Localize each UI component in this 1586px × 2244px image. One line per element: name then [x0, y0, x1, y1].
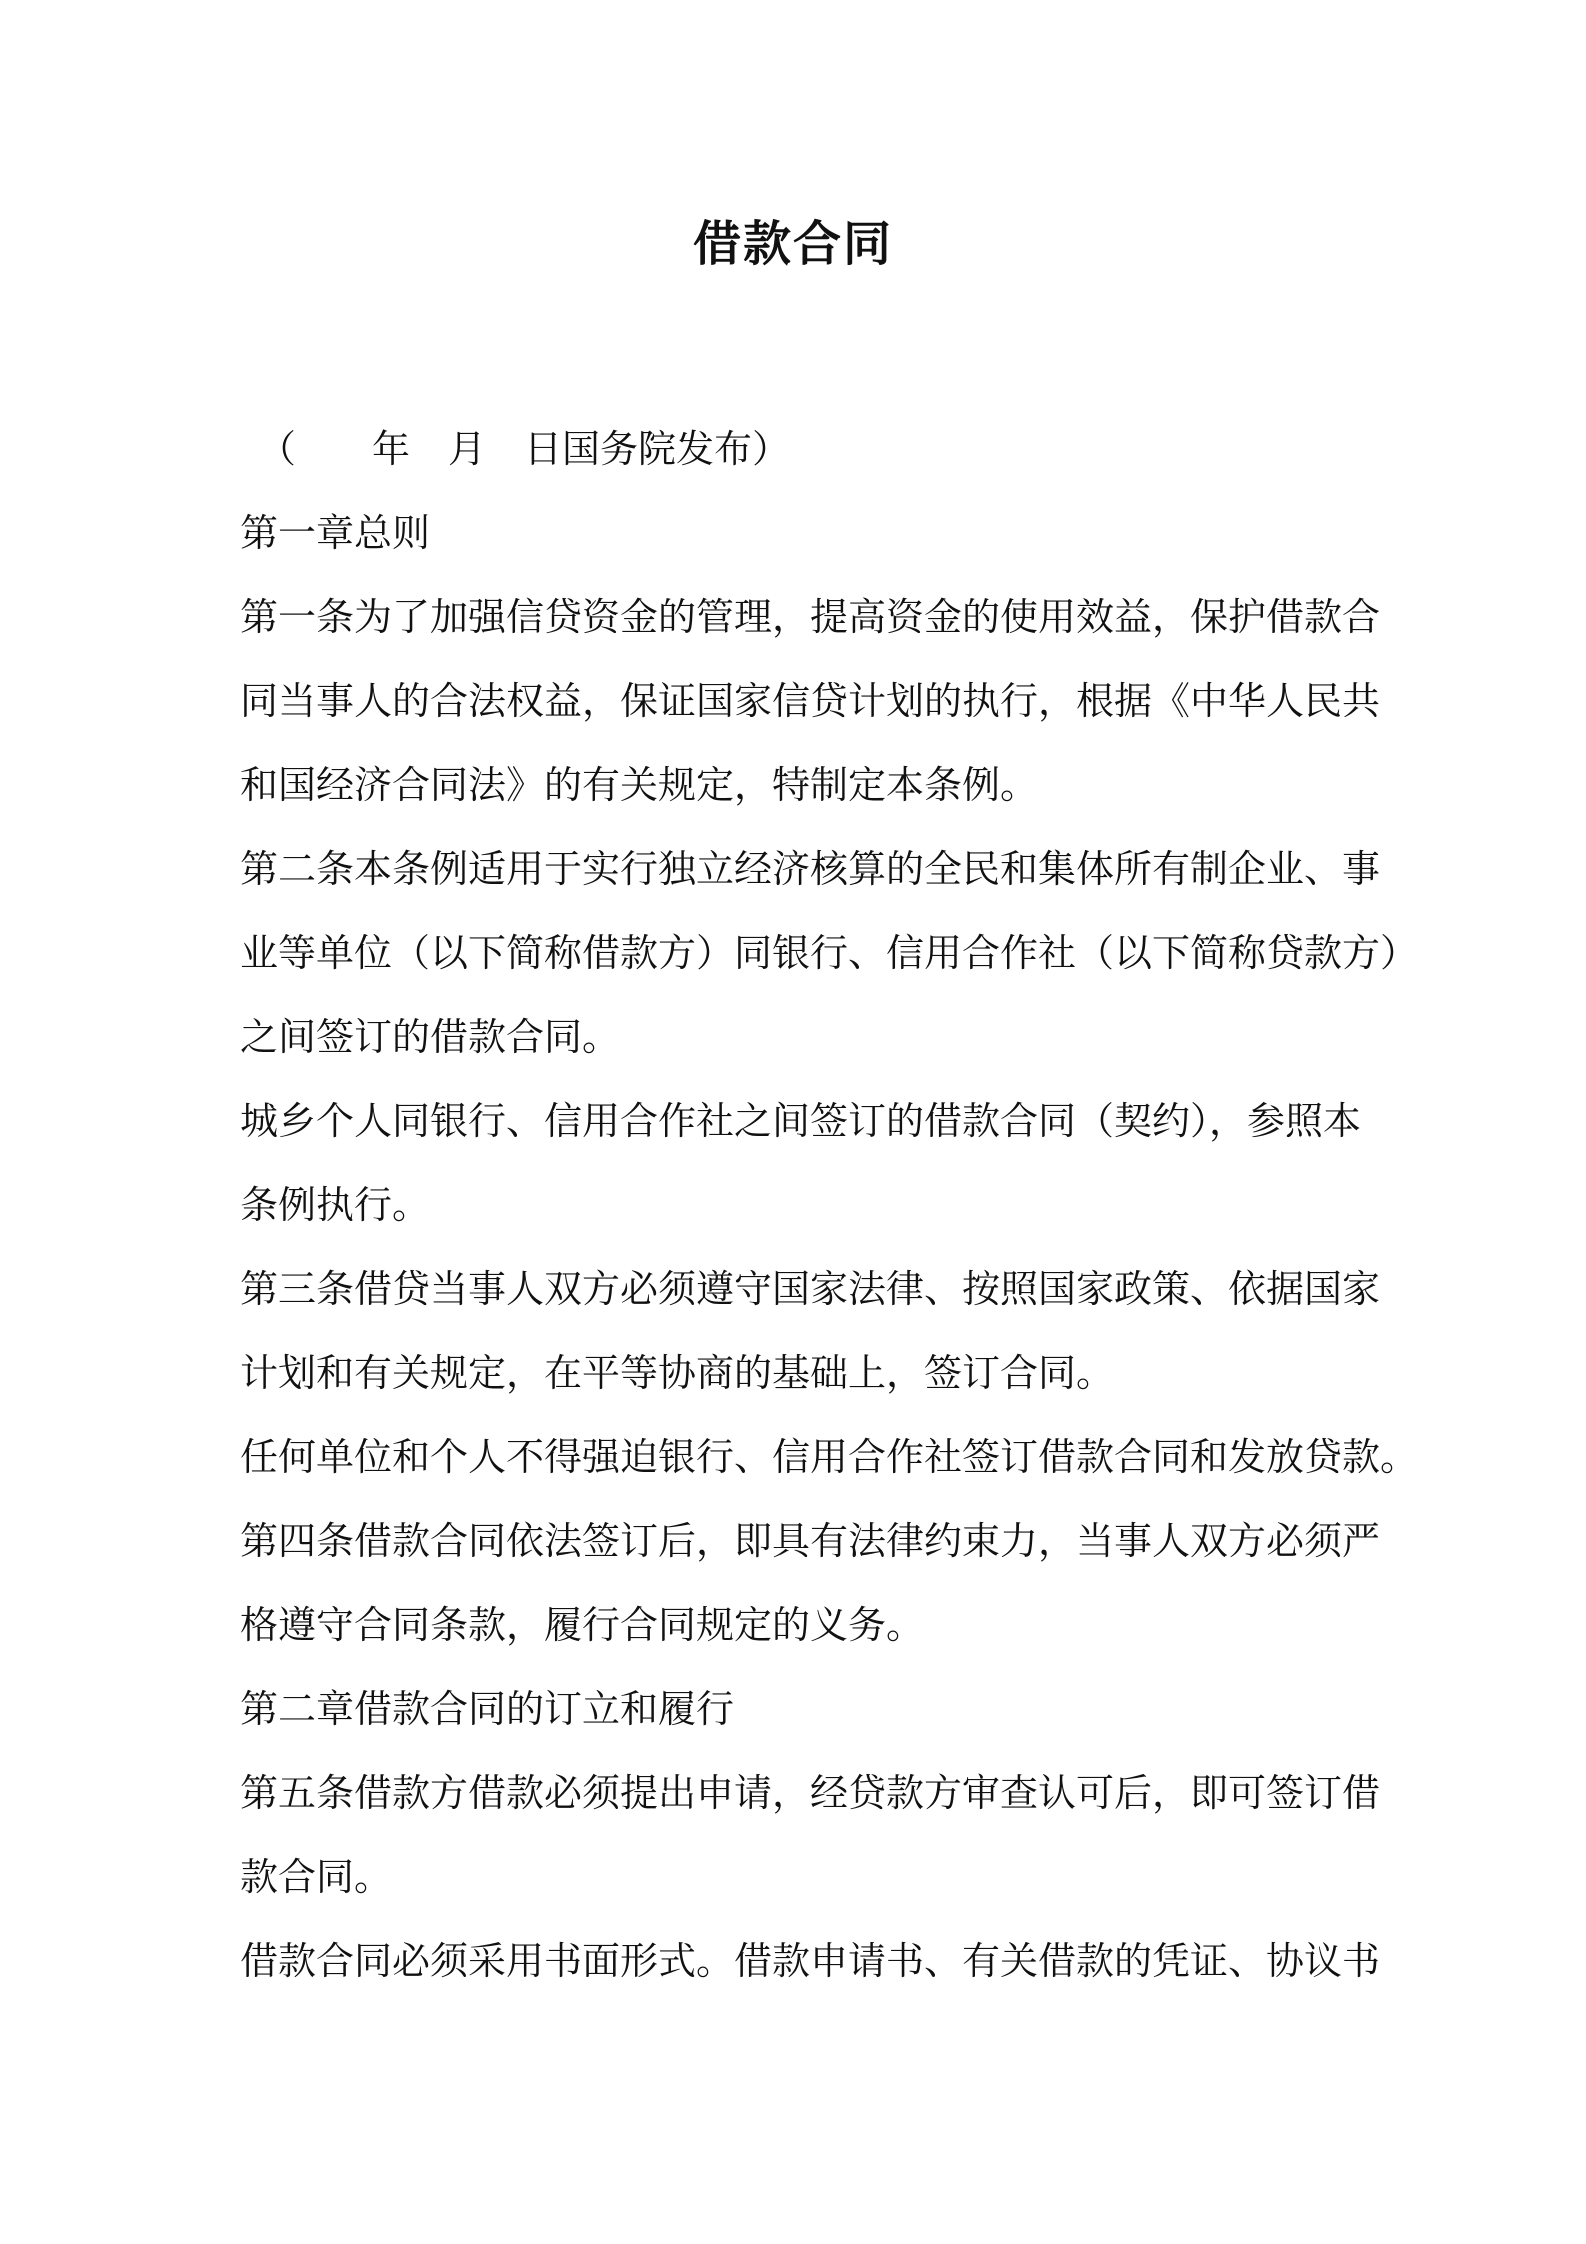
paragraph-line: 第二条本条例适用于实行独立经济核算的全民和集体所有制企业、事 — [240, 847, 1381, 891]
paragraph-line: 城乡个人同银行、信用合作社之间签订的借款合同（契约），参照本 — [240, 1099, 1362, 1143]
paragraph-line: 第五条借款方借款必须提出申请，经贷款方审查认可后，即可签订借 — [240, 1771, 1381, 1815]
paragraph-line: 第四条借款合同依法签订后，即具有法律约束力，当事人双方必须严 — [240, 1519, 1381, 1563]
paragraph-line: 和国经济合同法》的有关规定，特制定本条例。 — [240, 763, 1039, 807]
paragraph-line: 款合同。 — [240, 1855, 393, 1899]
paragraph-line: 格遵守合同条款，履行合同规定的义务。 — [240, 1603, 925, 1647]
document-body — [240, 407, 1419, 2003]
document-title: 借款合同 — [692, 216, 893, 272]
paragraph-line: 借款合同必须采用书面形式。借款申请书、有关借款的凭证、协议书 — [240, 1939, 1381, 1983]
paragraph-line: 第三条借贷当事人双方必须遵守国家法律、按照国家政策、依据国家 — [240, 1267, 1381, 1311]
paragraph-line: 之间签订的借款合同。 — [240, 1015, 621, 1059]
paragraph-line: 条例执行。 — [240, 1183, 431, 1227]
publication-date-line: （ 年 月 日国务院发布） — [258, 427, 791, 471]
paragraph-line: 第一条为了加强信贷资金的管理，提高资金的使用效益，保护借款合 — [240, 595, 1381, 639]
chapter-heading: 第一章总则 — [240, 511, 431, 555]
chapter-heading: 第二章借款合同的订立和履行 — [240, 1687, 735, 1731]
paragraph-line: 同当事人的合法权益，保证国家信贷计划的执行，根据《中华人民共 — [240, 679, 1381, 723]
paragraph-line: 计划和有关规定，在平等协商的基础上，签订合同。 — [240, 1351, 1115, 1395]
paragraph-line: 业等单位（以下简称借款方）同银行、信用合作社（以下简称贷款方） — [240, 931, 1419, 975]
paragraph-line: 任何单位和个人不得强迫银行、信用合作社签订借款合同和发放贷款。 — [240, 1435, 1419, 1479]
